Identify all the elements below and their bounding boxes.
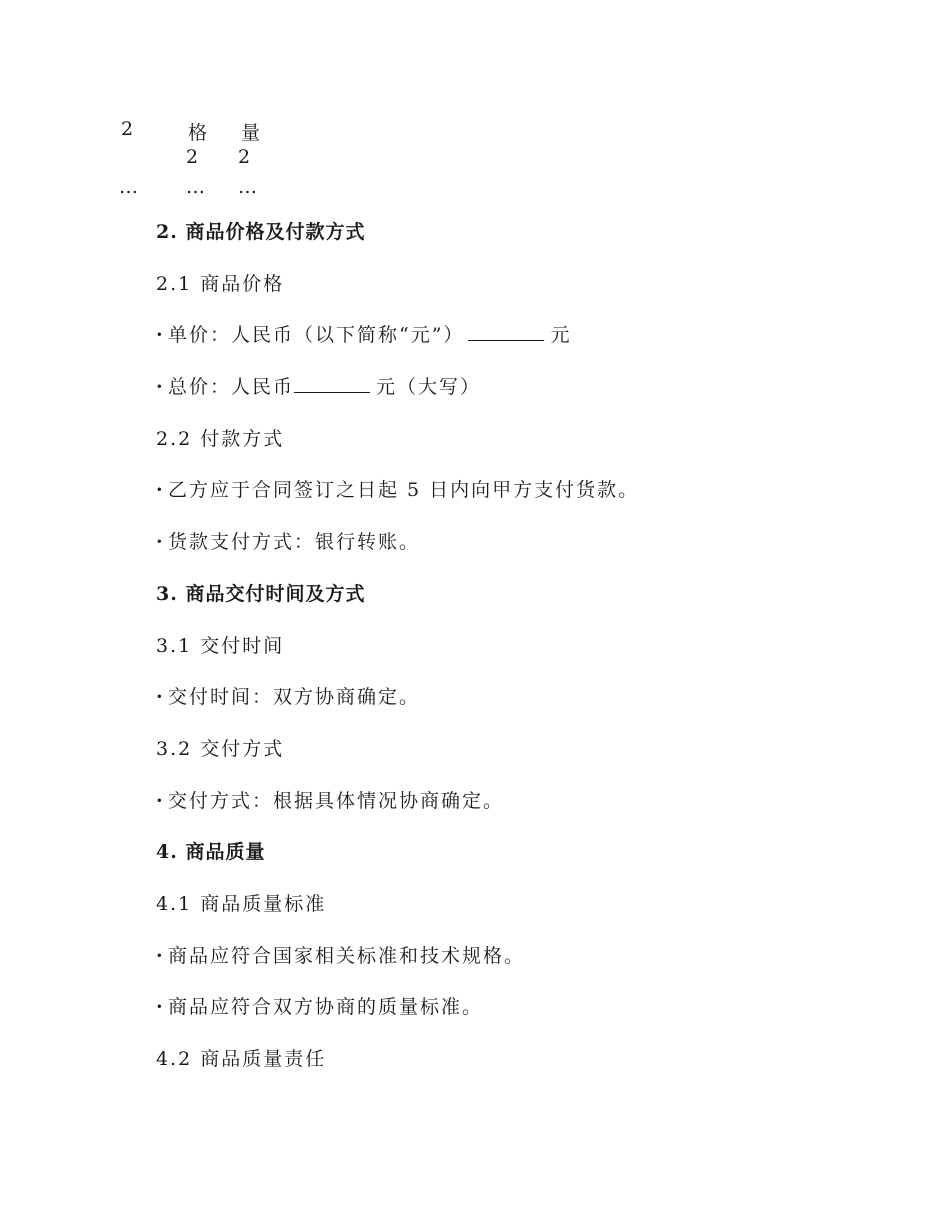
list-item-text: 商品应符合国家相关标准和技术规格。 — [168, 944, 526, 967]
list-item — [156, 681, 856, 733]
unit-price-line — [156, 319, 856, 371]
section-heading: 2. 商品价格及付款方式 — [156, 221, 366, 243]
table-cell: 2 — [238, 146, 251, 168]
subsection-title: 4.1 商品质量标准 — [156, 892, 327, 915]
list-item — [156, 991, 856, 1043]
subsection-title: 4.2 商品质量责任 — [156, 1048, 327, 1070]
list-item-text: 商品应符合双方协商的质量标准。 — [168, 996, 484, 1019]
table-cell: … — [238, 176, 257, 198]
table-cell: 格 — [188, 122, 208, 144]
table-cell: 2 — [186, 146, 199, 168]
unit-price-blank — [468, 322, 544, 341]
bullet-marker: · — [156, 479, 165, 502]
bullet-marker: · — [156, 531, 165, 554]
unit-price-unit: 元 — [550, 324, 572, 347]
table-cell: … — [186, 176, 205, 198]
bullet-marker: · — [156, 324, 165, 347]
unit-price-label: 单价：人民币（以下简称“元”） — [168, 324, 465, 347]
total-price-unit: 元（大写） — [376, 376, 482, 399]
section-heading: 4. 商品质量 — [156, 841, 266, 864]
partial-product-table — [0, 0, 950, 210]
total-price-label: 总价：人民币 — [168, 376, 295, 399]
list-item-text: 货款支付方式：银行转账。 — [168, 531, 421, 554]
table-cell: 量 — [241, 122, 261, 144]
bullet-marker: · — [156, 996, 165, 1019]
subsection-title: 2.2 付款方式 — [156, 427, 285, 450]
subsection-title: 2.1 商品价格 — [156, 272, 285, 295]
list-item — [156, 526, 856, 578]
list-item — [156, 940, 856, 992]
subsection-title: 3.1 交付时间 — [156, 634, 285, 657]
list-item-text: 交付方式：根据具体情况协商确定。 — [168, 789, 505, 812]
contract-body — [156, 216, 856, 1095]
table-cell: 2 — [121, 118, 134, 140]
section-heading: 3. 商品交付时间及方式 — [156, 582, 366, 605]
bullet-marker: · — [156, 944, 165, 967]
list-item-text: 交付时间：双方协商确定。 — [168, 686, 421, 709]
subsection-title: 3.2 交付方式 — [156, 737, 285, 760]
bullet-marker: · — [156, 789, 165, 812]
bullet-marker: · — [156, 686, 165, 709]
list-item — [156, 785, 856, 837]
total-price-blank — [294, 374, 370, 393]
bullet-marker: · — [156, 376, 165, 399]
list-item-text: 乙方应于合同签订之日起 5 日内向甲方支付货款。 — [168, 479, 640, 502]
total-price-line — [156, 371, 856, 423]
table-cell: … — [119, 176, 138, 198]
list-item — [156, 474, 856, 526]
